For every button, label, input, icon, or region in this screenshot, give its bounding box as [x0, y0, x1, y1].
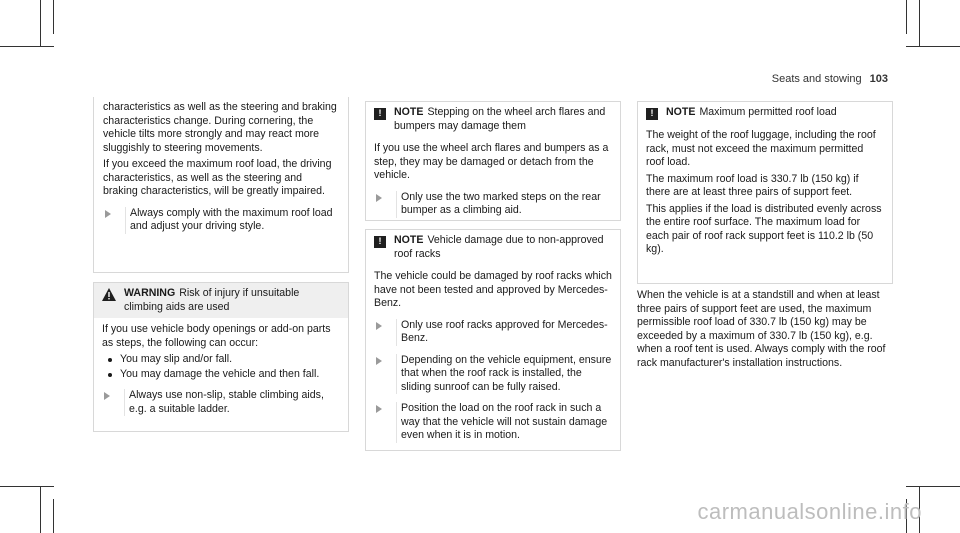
- arrow-right-icon: [376, 194, 388, 202]
- bullet: [108, 358, 112, 362]
- note-header: [366, 230, 620, 265]
- note-header: [638, 102, 892, 124]
- list-item: You may slip and/or fall.: [108, 353, 340, 367]
- list-item: You may damage the vehicle and then fall.: [108, 368, 340, 382]
- instruction-step: Always comply with the maximum roof load and adjust your driving style.: [103, 207, 339, 234]
- note-label: NOTE: [394, 106, 424, 118]
- crop-mark: [0, 486, 54, 487]
- warning-body: If you use vehicle body openings or add-on parts as steps, the following can occur:: [102, 323, 331, 349]
- note-body: If you use the wheel arch flares and bumpers as a step, they may be damaged or detach from the vehicle.: [374, 142, 609, 181]
- crop-mark: [53, 499, 54, 533]
- crop-mark: [40, 0, 41, 47]
- warning-header: [94, 283, 348, 318]
- running-header: [772, 73, 888, 85]
- warning-triangle-icon: [102, 288, 116, 301]
- crop-mark: [906, 0, 907, 34]
- note-body: The maximum roof load is 330.7 lb (150 kg) if there are at least three pairs of support feet.: [646, 172, 859, 198]
- instruction-step: Only use the two marked steps on the rear bumper as a climbing aid.: [374, 191, 612, 218]
- note-title: Vehicle damage due to non-approved roof racks: [394, 234, 604, 260]
- crop-mark: [40, 486, 41, 533]
- note-title: Stepping on the wheel arch flares and bumpers may damage them: [394, 106, 606, 132]
- note-label: NOTE: [666, 106, 696, 118]
- exclamation-square-icon: !: [646, 108, 658, 120]
- crop-mark: [0, 46, 54, 47]
- note-box: [637, 101, 893, 284]
- body-paragraph: When the vehicle is at a standstill and when at least three pairs of support feet are used, the maximum permissible roof load of 330.7 lb (150 kg) may be exceeded by a maximum of 330.7 lb (150 kg), e.g. when a roof tent is used. Always comply with the roof rack manufacturer's installation instructions.: [637, 289, 886, 369]
- instruction-step: Depending on the vehicle equipment, ensure that when the roof rack is installed, the sliding sunroof can be fully raised.: [374, 354, 612, 395]
- exclamation-square-icon: !: [374, 236, 386, 248]
- crop-mark: [919, 0, 920, 47]
- arrow-right-icon: [376, 322, 388, 330]
- note-header: [366, 102, 620, 137]
- crop-mark: [906, 46, 960, 47]
- crop-mark: [53, 0, 54, 34]
- page-number: 103: [869, 73, 888, 85]
- arrow-right-icon: [105, 210, 117, 218]
- crop-mark: [906, 486, 960, 487]
- note-title: Maximum permitted roof load: [699, 106, 837, 118]
- note-body: The vehicle could be damaged by roof racks which have not been tested and approved by Mercedes-Benz.: [374, 270, 612, 309]
- warning-box: [93, 282, 349, 432]
- body-paragraph: If you exceed the maximum roof load, the driving characteristics, as well as the steering and braking characteristics, will be greatly impaired.: [103, 158, 332, 197]
- instruction-step: Always use non-slip, stable climbing aids, e.g. a suitable ladder.: [102, 389, 340, 416]
- note-body: This applies if the load is distributed evenly across the entire roof surface. The maximum load for each pair of roof rack support feet is 110.2 lb (50 kg).: [646, 202, 882, 255]
- note-box: [365, 229, 621, 451]
- warning-title: Risk of injury if unsuitable climbing aids are used: [124, 287, 300, 313]
- warning-label: WARNING: [124, 287, 176, 299]
- watermark: carmanualsonline.info: [697, 499, 922, 524]
- section-title: Seats and stowing: [771, 73, 862, 85]
- arrow-right-icon: [376, 357, 388, 365]
- continued-info-box: [93, 97, 349, 273]
- instruction-step: Position the load on the roof rack in such a way that the vehicle will not sustain damage even when it is in motion.: [374, 402, 612, 443]
- body-paragraph: characteristics as well as the steering and braking characteristics change. During cornering, the vehicle tilts more strongly and may react more sluggishly to steering movements.: [103, 101, 337, 154]
- note-body: The weight of the roof luggage, including the roof rack, must not exceed the maximum permitted roof load.: [646, 129, 876, 168]
- arrow-right-icon: [104, 392, 116, 400]
- note-label: NOTE: [394, 234, 424, 246]
- note-box: [365, 101, 621, 221]
- instruction-step: Only use roof racks approved for Mercedes-Benz.: [374, 319, 612, 346]
- arrow-right-icon: [376, 405, 388, 413]
- bullet: [108, 373, 112, 377]
- exclamation-square-icon: !: [374, 108, 386, 120]
